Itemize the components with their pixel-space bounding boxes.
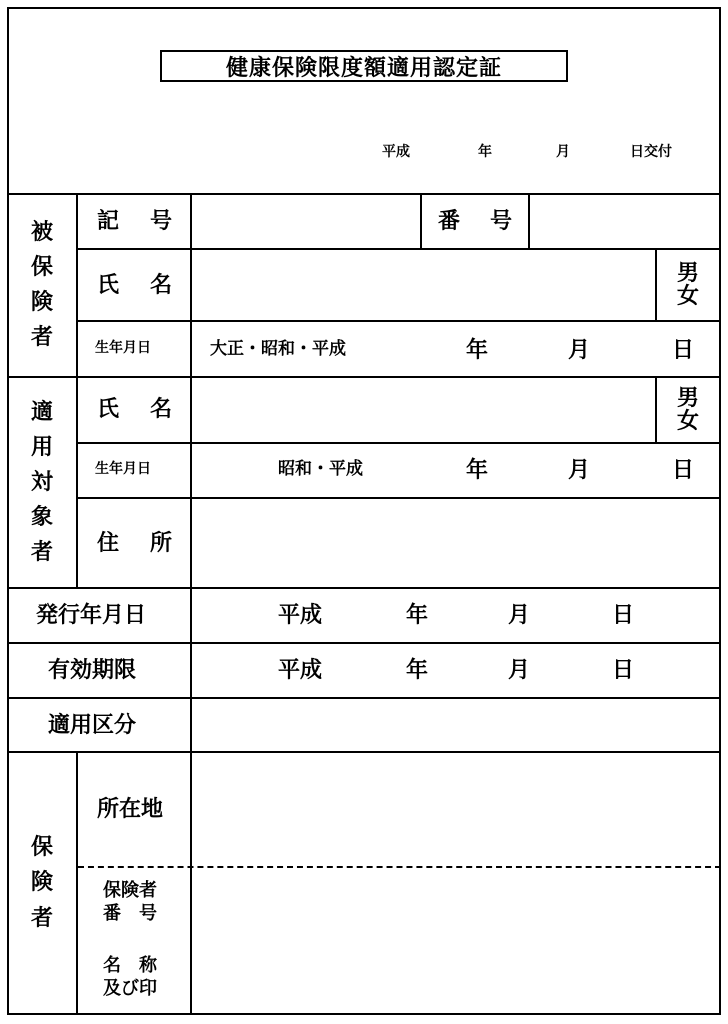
target-dob-year: 年 (466, 457, 489, 483)
name-seal-label-2: 及び印 (103, 978, 157, 999)
issue-date-label: 発行年月日 (36, 602, 147, 628)
target-dob-eras: 昭和・平成 (278, 459, 363, 479)
insured-name-field[interactable] (192, 250, 654, 320)
validity-month: 月 (508, 657, 531, 683)
category-field[interactable] (192, 699, 719, 751)
divider (78, 320, 721, 322)
bango-field[interactable] (530, 195, 719, 248)
address-field[interactable] (192, 499, 719, 587)
bango-label-1: 番 (438, 208, 461, 234)
insured-dob-label: 生年月日 (95, 340, 151, 356)
kigo-label-1: 記 (97, 208, 120, 234)
insured-dob-month: 月 (568, 337, 591, 363)
divider (7, 642, 721, 644)
insured-section-label: 被 保 険 者 (30, 218, 53, 351)
insured-name-label-1: 氏 (97, 272, 120, 298)
issue-date-day: 日 (612, 602, 635, 628)
title-text: 健康保険限度額適用認定証 (225, 54, 502, 81)
target-gender[interactable]: 男 女 (676, 384, 699, 434)
kigo-label-2: 号 (150, 208, 173, 234)
address-label-1: 住 (97, 530, 120, 556)
insured-dob-day: 日 (672, 337, 695, 363)
issue-date-year: 年 (406, 602, 429, 628)
insurer-name-field[interactable] (192, 868, 719, 1013)
category-label: 適用区分 (48, 712, 137, 738)
divider (420, 193, 422, 249)
target-name-field[interactable] (192, 378, 654, 442)
insured-dob-year: 年 (466, 337, 489, 363)
divider (76, 193, 78, 588)
name-seal-label-1: 名 称 (103, 955, 157, 976)
target-name-label-1: 氏 (97, 396, 120, 422)
validity-label: 有効期限 (48, 657, 137, 683)
address-label-2: 所 (150, 530, 173, 556)
validity-year: 年 (406, 657, 429, 683)
insured-dob-eras: 大正・昭和・平成 (210, 339, 346, 359)
target-dob-label: 生年月日 (95, 461, 151, 477)
insurer-section-label: 保 険 者 (30, 834, 53, 931)
insured-gender[interactable]: 男 女 (676, 259, 699, 309)
location-label: 所在地 (97, 796, 164, 822)
divider (78, 442, 721, 444)
issue-date-era: 平成 (278, 602, 323, 628)
issue-era: 平成 (382, 144, 410, 160)
validity-era: 平成 (278, 657, 323, 683)
issue-month-label: 月 (556, 144, 570, 160)
target-dob-month: 月 (568, 457, 591, 483)
location-field[interactable] (192, 753, 719, 866)
target-name-label-2: 名 (150, 396, 173, 422)
issue-day-label: 日交付 (630, 144, 672, 160)
issue-year-label: 年 (478, 144, 492, 160)
divider (76, 751, 78, 1015)
target-section-label: 適 用 対 象 者 (30, 398, 53, 566)
insured-name-label-2: 名 (150, 272, 173, 298)
target-dob-day: 日 (672, 457, 695, 483)
certificate-title (160, 50, 568, 82)
validity-day: 日 (612, 657, 635, 683)
insurer-number-label-2: 番 号 (103, 903, 157, 924)
divider (7, 587, 721, 589)
issue-date-month: 月 (508, 602, 531, 628)
insurer-number-label-1: 保険者 (103, 880, 157, 901)
bango-label-2: 号 (490, 208, 513, 234)
kigo-field[interactable] (192, 195, 420, 248)
